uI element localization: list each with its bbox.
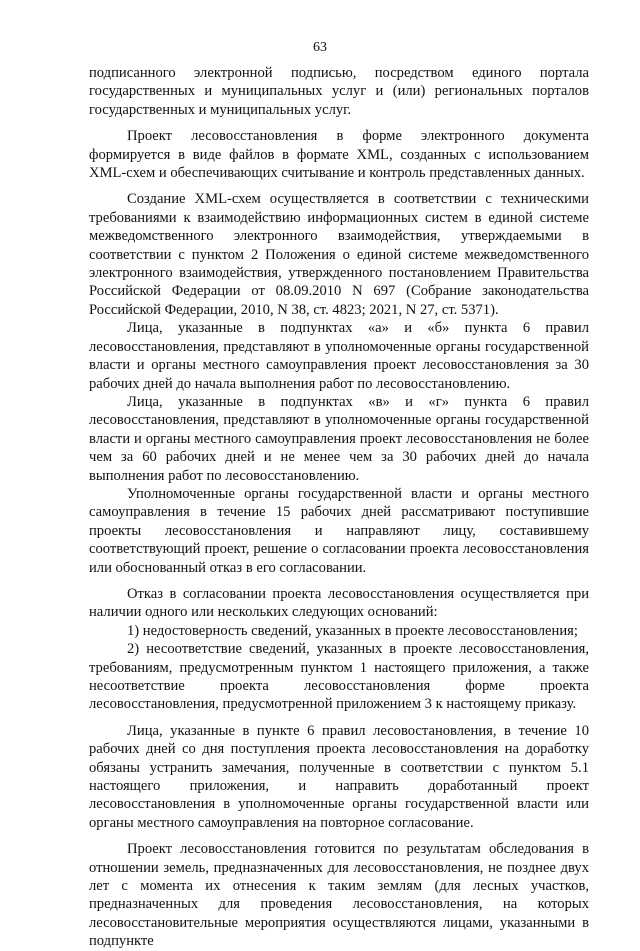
list-item-2: 2) несоответствие сведений, указанных в проекте лесовосстановления, требованиям, предусмотренным пунктом 1 настоящего приложения, а также несоответствие проекта лесовосстановления форме проекта лесовосстановления, предусмотренной приложением 3 к настоящему приказу. (89, 641, 589, 713)
paragraph-xml-format: Проект лесовосстановления в форме электронного документа формируется в виде файлов в формате XML, созданных с использованием XML-схем и обеспечивающих считывание и контроль представленных данных. (89, 128, 589, 182)
paragraph-xml-schemas: Создание XML-схем осуществляется в соответствии с техническими требованиями к взаимодействию информационных систем в единой системе межведомственного электронного взаимодействия, утверждаемыми в соответствии с пунктом 2 Положения о единой системе межведомственного электронного взаимодействия, утвержденного постановлением Правительства Российской Федерации от 08.09.2010 N 697 (Собрание законодательства Российской Федерации, 2010, N 38, ст. 4823; 2021, N 27, ст. 5371). (89, 191, 589, 318)
document-body (89, 64, 589, 951)
paragraph-review-period: Уполномоченные органы государственной власти и органы местного самоуправления в течение 15 рабочих дней рассматривают поступившие проекты лесовосстановления и направляют лицу, составившему соответствующий проект, решение о согласовании проекта лесовосстановления или обоснованный отказ в его согласовании. (89, 485, 589, 576)
paragraph-deadline-a-b: Лица, указанные в подпунктах «а» и «б» пункта 6 правил лесовосстановления, представляют в уполномоченные органы государственной власти и органы местного самоуправления проект лесовосстановления за 30 рабочих дней до начала выполнения работ по лесовосстановлению. (89, 320, 589, 392)
page-number: 63 (313, 40, 327, 55)
paragraph-survey-basis: Проект лесовосстановления готовится по результатам обследования в отношении земель, предназначенных для лесовосстановления, не позднее двух лет с момента их отнесения к таким землям (для лесных участков, предназначенных для проведения лесовосстановления, на которых лесовосстановительные мероприятия осуществляются лицами, указанными в подпункте (89, 841, 589, 950)
paragraph-portal-submission: подписанного электронной подписью, посредством единого портала государственных и муниципальных услуг и (или) региональных порталов государственных и муниципальных услуг. (89, 65, 589, 118)
paragraph-revision: Лица, указанные в пункте 6 правил лесовостановления, в течение 10 рабочих дней со дня поступления проекта лесовосстановления на доработку обязаны устранить замечания, полученные в соответствии с пунктом 5.1 настоящего приложения, и направить доработанный проект лесовосстановления в уполномоченные органы государственной власти или органы местного самоуправления на повторное согласование. (89, 722, 589, 831)
list-item-1: 1) недостоверность сведений, указанных в проекте лесовосстановления; (127, 622, 578, 639)
paragraph-deadline-v-g: Лица, указанные в подпунктах «в» и «г» пункта 6 правил лесовосстановления, представляют в уполномоченные органы государственной власти и органы местного самоуправления проект лесовосстановления не более чем за 60 рабочих дней и не менее чем за 30 рабочих дней до начала выполнения работ по лесовосстановлению. (89, 393, 589, 484)
paragraph-refusal-grounds: Отказ в согласовании проекта лесовосстановления осуществляется при наличии одного или нескольких следующих оснований: (89, 585, 589, 621)
